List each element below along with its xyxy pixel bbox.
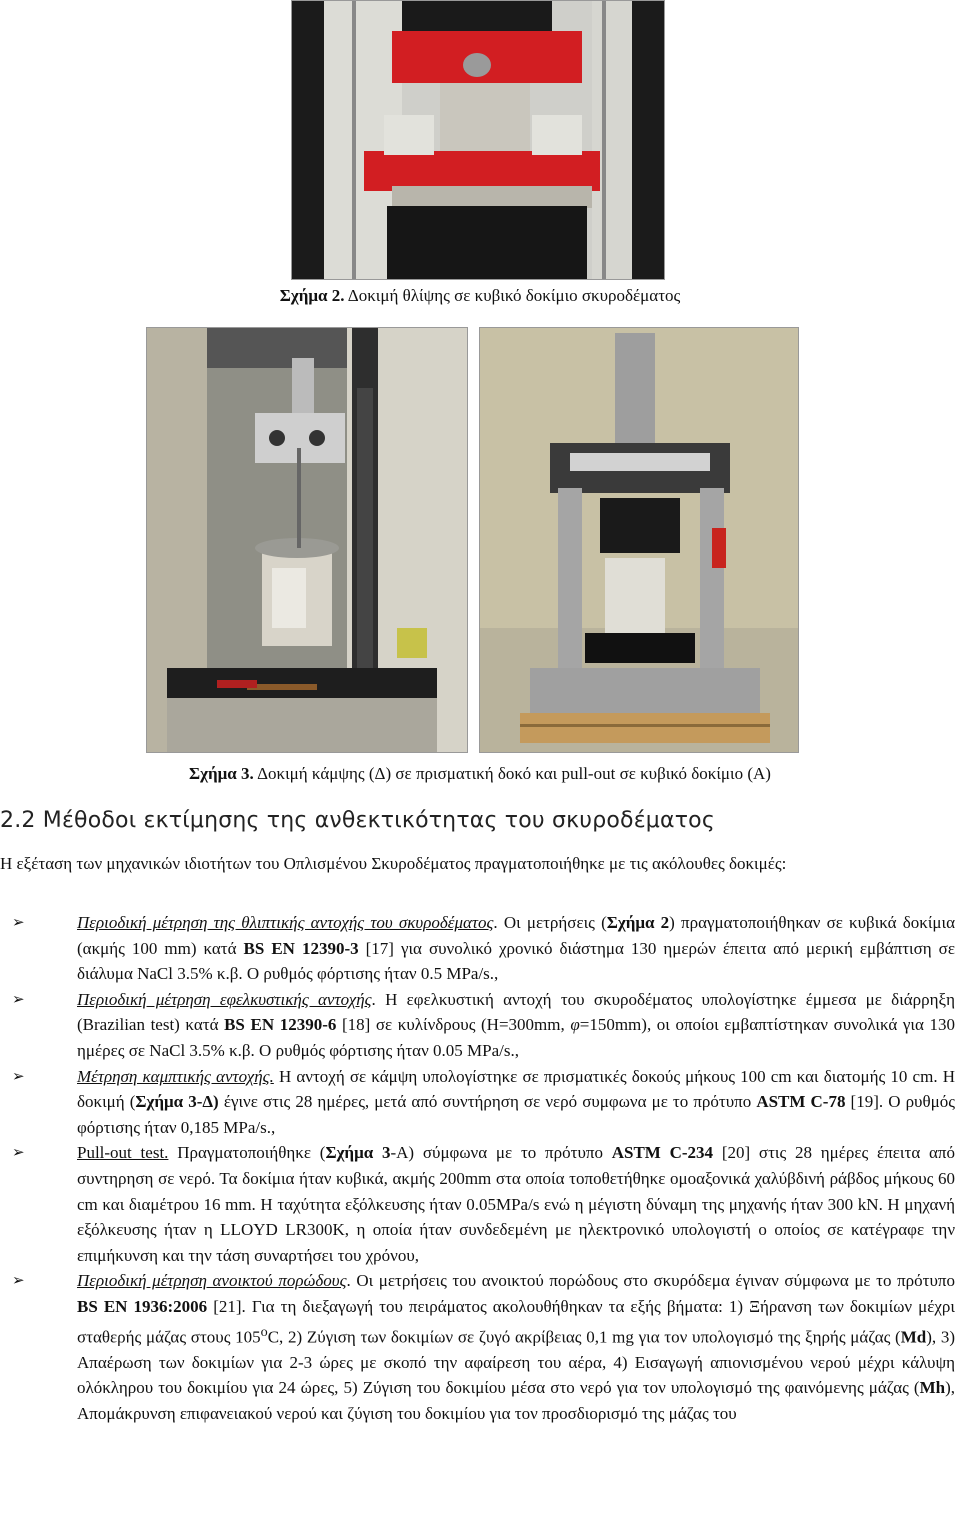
flexural-test-illustration xyxy=(147,328,467,752)
item-bold: BS EN 12390-6 xyxy=(224,1015,337,1035)
arrow-bullet-icon: ➢ xyxy=(12,989,25,1008)
item-bold: Σχήμα 3-Δ) xyxy=(135,1092,219,1112)
arrow-bullet-icon: ➢ xyxy=(12,1066,25,1085)
figure-2-label: Σχήμα 2. xyxy=(279,286,345,305)
item-bold: BS EN 12390-3 xyxy=(243,938,359,958)
figure-3-text: Δοκιμή κάμψης (Δ) σε πρισματική δοκό και pull-out σε κυβικό δοκίμιο (Α) xyxy=(253,764,771,783)
figure-3-label: Σχήμα 3. xyxy=(189,764,254,783)
item-text: . Οι μετρήσεις ( xyxy=(493,913,607,932)
item-text: [19]. Ο ρυθμός φόρτισης ήταν 0,185 MPa/s., xyxy=(77,1092,955,1137)
item-text: ), Απομάκρυνση επιφανειακού νερού και ζύγιση του δοκιμίου για τον προσδιορισμό της μάζας του xyxy=(77,1378,955,1423)
arrow-bullet-icon: ➢ xyxy=(12,913,25,931)
test-methods-list xyxy=(0,910,955,1427)
phi-symbol: φ xyxy=(570,1015,580,1035)
item-text: [21]. Για τη διεξαγωγή του πειράματος ακολουθήθηκαν τα εξής βήματα: 1) Ξήρανση των δοκιμίων μέχρι σταθερής μάζας στους 105 xyxy=(77,1296,955,1347)
item-text: C, 2) Ζύγιση των δοκιμίων σε ζυγό ακρίβειας 0,1 mg για τον υπολογισμό της ξηρής μάζας ( xyxy=(267,1327,901,1347)
section-heading: 2.2 Μέθοδοι εκτίμησης της ανθεκτικότητας του σκυροδέματος xyxy=(0,808,715,833)
item-bold: BS EN 1936:2006 xyxy=(77,1296,208,1316)
item-title: Pull-out test. xyxy=(77,1143,169,1163)
item-title: Περιοδική μέτρηση ανοικτού πορώδους xyxy=(77,1271,347,1291)
flexural-test-photo xyxy=(146,327,468,753)
intro-paragraph: Η εξέταση των μηχανικών ιδιοτήτων του Οπλισμένου Σκυροδέματος πραγματοποιήθηκε με τις ακόλουθες δοκιμές: xyxy=(0,854,787,873)
item-text: [17] για συνολικό χρονικό διάστημα 130 ημερών έπειτα από μερική εμβάπτιση σε διάλυμα NaCl 3.5% κ.β. Ο ρυθμός φόρτισης ήταν 0.5 MPa/s., xyxy=(77,938,955,984)
figure-2-text: Δοκιμή θλίψης σε κυβικό δοκίμιο σκυροδέματος xyxy=(344,286,681,305)
item-text: . Η εφελκυστική αντοχή του σκυροδέματος υπολογίστηκε έμμεσα με διάρρηξη (Brazilian test) κατά xyxy=(77,989,955,1035)
item-text: [20] στις 28 ημέρες έπειτα από συντηρηση σε νερό. Τα δοκίμια ήταν κυβικά, ακμής 200mm στα οποία τοποθετήθηκε ομοαξονικά χαλύβδινή ράβδος μήκους 60 cm και διαμέτρου 16 mm. Η ταχύτητα εξόλκευσης ήταν 0.05MPa/s ενώ η μέγιστη δύναμη της μηχανής ήταν 300 kN. Η μηχανή εξόλκευσης ήταν η LLOYD LR300K, η οποία ήταν συνδεδεμένη με ηλεκτρονικό υπολογιστή ο οποίος σε κατέγραφε την επιμήκυνση και την τάση συναρτήσει του χρόνου, xyxy=(77,1143,955,1265)
arrow-bullet-icon: ➢ xyxy=(12,1143,25,1162)
item-bold: Mh xyxy=(919,1378,946,1398)
item-text: ), 3) Απαέρωση των δοκιμίων για 2-3 ώρες με σκοπό την αφαίρεση του αέρα, 4) Εισαγωγή απιονισμένου νερού μέχρι κάλυψη ολόκληρου του δοκιμίου για 24 ώρες, 5) Ζύγιση του δοκιμίου μέσα στο νερό για τον υπολογισμό της φαινόμενης μάζας ( xyxy=(77,1327,955,1398)
item-bold: Md xyxy=(900,1327,927,1347)
list-item xyxy=(0,1140,955,1268)
figure-2-caption xyxy=(0,286,960,306)
item-bold: ASTM C-78 xyxy=(756,1092,846,1112)
list-item xyxy=(0,987,955,1064)
figure-3-caption xyxy=(0,764,960,784)
pull-out-test-illustration xyxy=(480,328,798,752)
item-text: . Οι μετρήσεις του ανοικτού πορώδους στο σκυρόδεμα έγιναν σύμφωνα με το πρότυπο xyxy=(346,1271,955,1291)
item-text: ) πραγματοποιήθηκαν σε κυβικά δοκίμια (ακμής 100 mm) κατά xyxy=(77,913,956,958)
compression-test-illustration xyxy=(292,1,664,279)
item-text: Πραγματοποιήθηκε ( xyxy=(168,1143,326,1163)
item-text: έγινε στις 28 ημέρες, μετά από συντήρηση σε νερό συμφωνα με το πρότυπο xyxy=(218,1092,757,1112)
list-item xyxy=(0,1064,955,1141)
item-text: Η αντοχή σε κάμψη υπολογίστηκε σε πρισματικές δοκούς μήκους 100 cm και διατομής 10 cm. Η δοκιμή ( xyxy=(77,1066,955,1112)
item-title: Περιοδική μέτρηση της θλιπτικής αντοχής του σκυροδέματος xyxy=(77,913,494,932)
item-title: Μέτρηση καμπτικής αντοχής. xyxy=(77,1066,274,1086)
item-bold: Σχήμα 2 xyxy=(606,913,670,932)
list-item xyxy=(0,910,955,987)
list-item xyxy=(0,1268,955,1426)
item-text: =150mm), οι οποίοι εμβαπτίστηκαν συνολικά για 130 ημέρες σε NaCl 3.5% κ.β. Ο ρυθμός φόρτισης ήταν 0.05 MPa/s., xyxy=(77,1015,955,1060)
compression-test-photo xyxy=(291,0,665,280)
item-text: [18] σε κυλίνδρους (Η=300mm, xyxy=(336,1015,571,1035)
superscript: o xyxy=(260,1323,268,1340)
arrow-bullet-icon: ➢ xyxy=(12,1271,25,1290)
item-bold: ASTM C-234 xyxy=(611,1143,714,1163)
pull-out-test-photo xyxy=(479,327,799,753)
item-title: Περιοδική μέτρηση εφελκυστικής αντοχής xyxy=(77,989,372,1009)
item-text: -Α) σύμφωνα με το πρότυπο xyxy=(390,1143,612,1163)
item-bold: Σχήμα 3 xyxy=(325,1143,391,1163)
